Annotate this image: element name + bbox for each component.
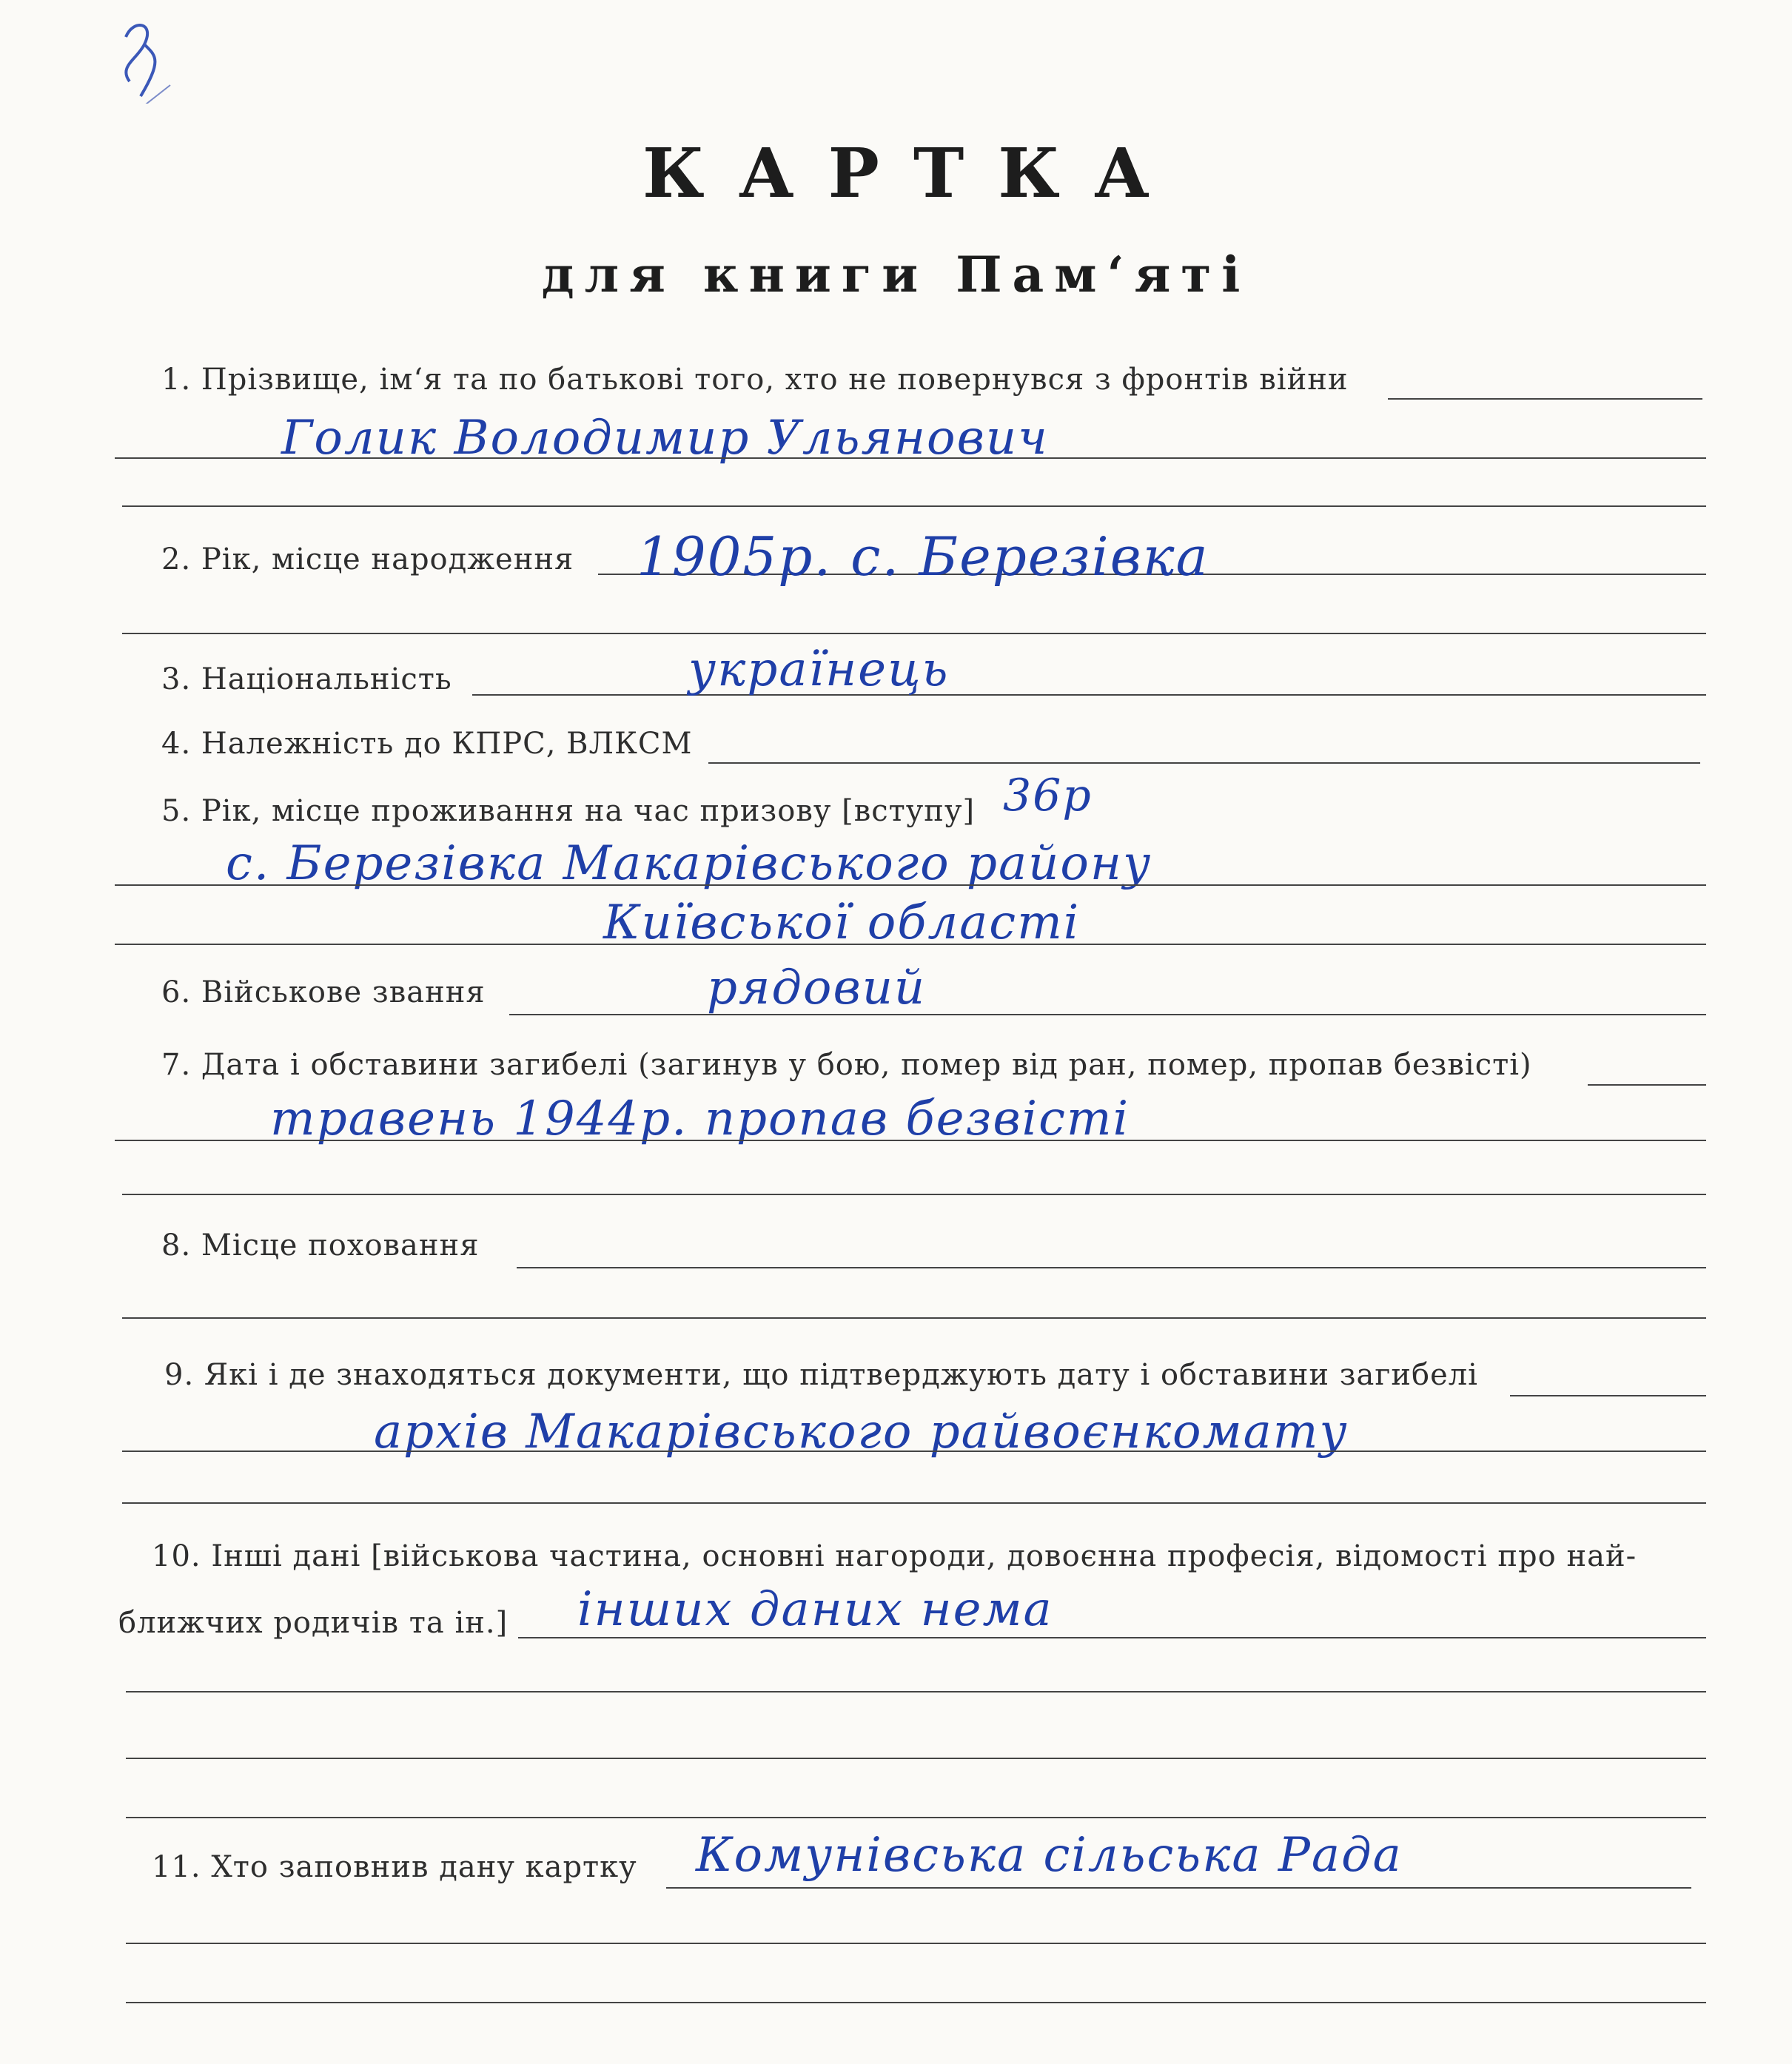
field-9-value: архів Макарівського райвоєнкомату <box>374 1405 1349 1459</box>
field-6-label: 6. Військове звання <box>161 975 486 1009</box>
field-6-line <box>509 1014 1706 1015</box>
field-4-label: 4. Належність до КПРС, ВЛКСМ <box>161 727 693 761</box>
field-10-line <box>518 1637 1706 1638</box>
field-10-line <box>126 1758 1706 1759</box>
field-2-label: 2. Рік, місце народження <box>161 542 574 576</box>
field-1-line <box>122 505 1706 507</box>
field-6-value: рядовий <box>707 961 927 1015</box>
field-1-line <box>1388 398 1702 400</box>
field-11-label: 11. Хто заповнив дану картку <box>152 1850 637 1884</box>
field-5-line <box>115 944 1706 945</box>
margin-note-mark <box>111 15 178 104</box>
field-4-line <box>708 762 1700 764</box>
field-1-value: Голик Володимир Ульянович <box>281 411 1049 465</box>
field-5-line <box>115 884 1706 886</box>
field-11-line <box>126 2002 1706 2003</box>
field-9-label: 9. Які і де знаходяться документи, що підтверджують дату і обставини загибелі <box>164 1358 1478 1392</box>
card-title: КАРТКА <box>642 133 1184 213</box>
field-3-value: українець <box>688 642 950 697</box>
field-1-label: 1. Прізвище, ім‘я та по батькові того, хто не повернувся з фронтів війни <box>161 363 1349 397</box>
field-3-line <box>472 694 1706 696</box>
field-3-label: 3. Національність <box>161 662 452 696</box>
field-7-line <box>1588 1084 1706 1086</box>
field-8-line <box>517 1267 1706 1268</box>
field-9-line <box>122 1450 1706 1452</box>
field-7-line <box>122 1194 1706 1195</box>
field-10-line <box>126 1817 1706 1818</box>
field-5-label: 5. Рік, місце проживання на час призову [вступу] <box>161 794 976 828</box>
field-8-label: 8. Місце поховання <box>161 1228 480 1263</box>
field-2-line <box>122 633 1706 634</box>
field-10-label: 10. Інші дані [військова частина, основні нагороди, довоєнна професія, відомості про най- <box>152 1539 1637 1573</box>
field-7-label: 7. Дата і обставини загибелі (загинув у бою, помер від ран, помер, пропав безвісті) <box>161 1048 1532 1082</box>
field-10-label-continued: ближчих родичів та ін.] <box>118 1606 509 1640</box>
field-11-line <box>666 1887 1691 1889</box>
field-2-value: 1905р. с. Березівка <box>637 525 1209 588</box>
field-7-value: травень 1944р. пропав безвісті <box>270 1092 1130 1146</box>
field-10-value: інших даних нема <box>577 1582 1053 1637</box>
field-5-year: 36р <box>1003 770 1093 821</box>
field-7-line <box>115 1140 1706 1141</box>
field-5-value-line2: с. Березівка Макарівського району <box>226 836 1152 891</box>
field-5-value-line3: Київської області <box>603 895 1081 950</box>
field-8-line <box>122 1317 1706 1319</box>
field-9-line <box>1510 1395 1706 1396</box>
card-subtitle: для книги Пам‘яті <box>541 246 1251 303</box>
field-11-line <box>126 1943 1706 1944</box>
field-9-line <box>122 1502 1706 1504</box>
field-1-line <box>115 457 1706 459</box>
field-11-value: Комунівська сільська Рада <box>696 1828 1403 1883</box>
field-10-line <box>126 1691 1706 1692</box>
